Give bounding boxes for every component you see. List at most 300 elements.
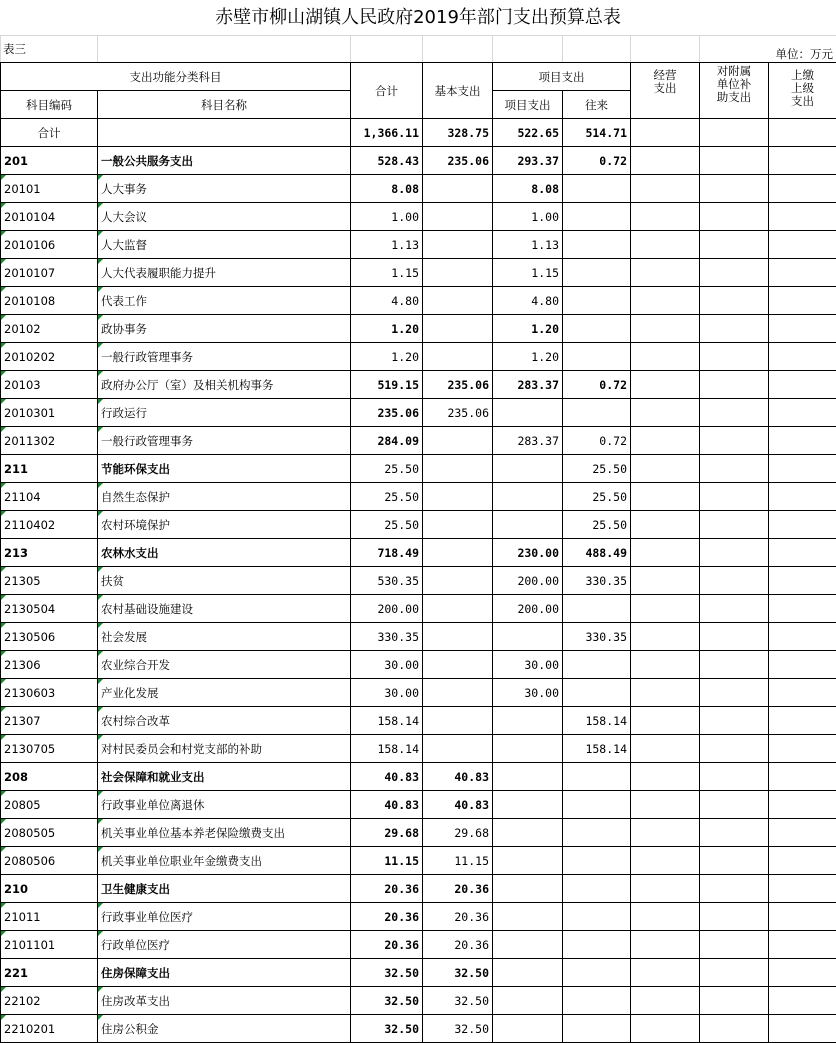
header-basic: 基本支出 [423,63,493,119]
cell-subsidy [700,371,769,399]
cell-subsidy [700,903,769,931]
table-row [1,259,836,287]
cell-business [631,735,700,763]
cell-project: 293.37 [493,147,563,175]
cell-business [631,231,700,259]
cell-subsidy [700,931,769,959]
cell-upper [769,343,836,371]
cell-name: 对村民委员会和村党支部的补助 [98,735,351,763]
cell-name: 农村综合改革 [98,707,351,735]
cell-code: 21305 [1,567,98,595]
cell-project: 200.00 [493,567,563,595]
cell-transfer [563,763,631,791]
cell-transfer [563,679,631,707]
cell-name: 人大事务 [98,175,351,203]
cell-upper [769,455,836,483]
cell-basic [423,511,493,539]
cell-name: 一般行政管理事务 [98,343,351,371]
cell-upper [769,651,836,679]
cell-upper [769,483,836,511]
header-upper: 上缴上级支出 [769,63,836,119]
cell-transfer [563,231,631,259]
cell-transfer: 330.35 [563,623,631,651]
cell-subsidy [700,399,769,427]
cell-upper [769,987,836,1015]
cell-name: 政府办公厅（室）及相关机构事务 [98,371,351,399]
cell-basic: 11.15 [423,847,493,875]
cell-business [631,371,700,399]
cell-basic [423,735,493,763]
cell-transfer [563,287,631,315]
cell-basic [423,427,493,455]
cell-total: 284.09 [351,427,423,455]
cell-upper [769,791,836,819]
table-row [1,455,836,483]
cell-name: 政协事务 [98,315,351,343]
table-row [1,483,836,511]
cell-project: 283.37 [493,427,563,455]
cell-transfer [563,315,631,343]
table-row [1,147,836,175]
cell-subsidy [700,539,769,567]
cell-subsidy [700,427,769,455]
cell-total: 158.14 [351,707,423,735]
cell-upper [769,203,836,231]
cell-total: 25.50 [351,511,423,539]
cell-project [493,931,563,959]
cell-project [493,791,563,819]
cell-name: 农村环境保护 [98,511,351,539]
cell-business [631,455,700,483]
cell-project: 230.00 [493,539,563,567]
cell-upper [769,511,836,539]
cell-code: 2010104 [1,203,98,231]
cell-basic [423,315,493,343]
cell-business [631,679,700,707]
table-row [1,791,836,819]
cell-transfer: 0.72 [563,371,631,399]
cell-upper [769,763,836,791]
cell-name: 机关事业单位职业年金缴费支出 [98,847,351,875]
cell-project [493,623,563,651]
cell-business [631,203,700,231]
cell-name: 扶贫 [98,567,351,595]
cell-subsidy [700,455,769,483]
cell-business [631,147,700,175]
cell-upper [769,427,836,455]
cell-name: 行政事业单位医疗 [98,903,351,931]
table-number: 表三 [1,36,98,63]
table-row [1,679,836,707]
cell-business [631,539,700,567]
cell-upper [769,847,836,875]
unit-label: 单位：万元 [700,36,836,63]
table-row [1,651,836,679]
cell-code: 2010108 [1,287,98,315]
cell-name: 机关事业单位基本养老保险缴费支出 [98,819,351,847]
cell-project: 200.00 [493,595,563,623]
cell-code: 20101 [1,175,98,203]
cell-subsidy [700,203,769,231]
cell-total: 32.50 [351,959,423,987]
cell-business [631,875,700,903]
cell-name: 一般公共服务支出 [98,147,351,175]
cell-basic [423,203,493,231]
cell-code: 2011302 [1,427,98,455]
cell-code: 201 [1,147,98,175]
cell-transfer [563,595,631,623]
cell-subsidy [700,175,769,203]
cell-business [631,343,700,371]
cell-code: 213 [1,539,98,567]
cell-transfer [563,903,631,931]
cell-total: 8.08 [351,175,423,203]
cell-total: 1.13 [351,231,423,259]
cell-basic: 32.50 [423,987,493,1015]
cell-transfer: 158.14 [563,707,631,735]
cell-project [493,399,563,427]
cell-name: 行政事业单位离退休 [98,791,351,819]
cell-transfer: 488.49 [563,539,631,567]
cell-business [631,595,700,623]
cell-project [493,455,563,483]
header-transfer: 往来 [563,91,631,119]
cell-business [631,483,700,511]
cell-subsidy [700,259,769,287]
cell-business [631,119,700,147]
cell-transfer: 514.71 [563,119,631,147]
cell-project [493,1015,563,1043]
cell-business [631,427,700,455]
cell-code: 20102 [1,315,98,343]
cell-basic [423,539,493,567]
table-row [1,623,836,651]
table-row [1,875,836,903]
cell-subsidy [700,511,769,539]
cell-subsidy [700,119,769,147]
cell-business [631,175,700,203]
cell-name: 农村基础设施建设 [98,595,351,623]
cell-name [98,119,351,147]
table-row [1,119,836,147]
cell-business [631,651,700,679]
cell-upper [769,231,836,259]
cell-subsidy [700,987,769,1015]
meta-row [1,36,836,63]
cell-project: 30.00 [493,651,563,679]
table-row [1,931,836,959]
cell-upper [769,819,836,847]
cell-business [631,847,700,875]
cell-business [631,399,700,427]
cell-transfer [563,343,631,371]
table-row [1,903,836,931]
cell-project [493,735,563,763]
cell-project: 8.08 [493,175,563,203]
cell-transfer [563,203,631,231]
cell-total: 11.15 [351,847,423,875]
cell-subsidy [700,707,769,735]
cell-upper [769,147,836,175]
cell-code: 21306 [1,651,98,679]
cell-code: 210 [1,875,98,903]
cell-code: 22102 [1,987,98,1015]
cell-name: 农业综合开发 [98,651,351,679]
header-code: 科目编码 [1,91,98,119]
cell-total: 4.80 [351,287,423,315]
cell-basic: 20.36 [423,903,493,931]
cell-basic [423,455,493,483]
cell-upper [769,679,836,707]
cell-code: 2010301 [1,399,98,427]
cell-transfer [563,987,631,1015]
cell-basic [423,707,493,735]
cell-business [631,259,700,287]
cell-transfer [563,399,631,427]
cell-transfer [563,819,631,847]
cell-transfer [563,875,631,903]
cell-upper [769,931,836,959]
cell-project [493,875,563,903]
cell-basic: 40.83 [423,791,493,819]
cell-name: 行政运行 [98,399,351,427]
cell-project: 1.00 [493,203,563,231]
cell-business [631,931,700,959]
cell-subsidy [700,483,769,511]
cell-basic [423,623,493,651]
cell-total: 40.83 [351,791,423,819]
cell-subsidy [700,651,769,679]
cell-basic: 20.36 [423,931,493,959]
cell-total: 25.50 [351,455,423,483]
table-row [1,511,836,539]
cell-subsidy [700,679,769,707]
cell-upper [769,567,836,595]
cell-project: 1.13 [493,231,563,259]
cell-code: 2130506 [1,623,98,651]
cell-code: 合计 [1,119,98,147]
cell-name: 社会发展 [98,623,351,651]
cell-business [631,819,700,847]
cell-total: 20.36 [351,903,423,931]
cell-name: 节能环保支出 [98,455,351,483]
cell-business [631,987,700,1015]
cell-transfer [563,259,631,287]
cell-total: 530.35 [351,567,423,595]
cell-subsidy [700,763,769,791]
cell-total: 235.06 [351,399,423,427]
header-row-1 [1,63,836,91]
cell-upper [769,1015,836,1043]
cell-transfer: 25.50 [563,483,631,511]
cell-total: 330.35 [351,623,423,651]
header-total: 合计 [351,63,423,119]
cell-total: 519.15 [351,371,423,399]
table-row [1,539,836,567]
cell-upper [769,539,836,567]
cell-basic: 20.36 [423,875,493,903]
cell-project [493,511,563,539]
table-row [1,203,836,231]
cell-upper [769,119,836,147]
cell-code: 20103 [1,371,98,399]
cell-business [631,707,700,735]
cell-basic: 29.68 [423,819,493,847]
cell-transfer [563,1015,631,1043]
cell-code: 2210201 [1,1015,98,1043]
cell-total: 718.49 [351,539,423,567]
cell-project [493,819,563,847]
cell-basic: 235.06 [423,147,493,175]
table-row [1,707,836,735]
cell-basic [423,595,493,623]
cell-name: 社会保障和就业支出 [98,763,351,791]
cell-project [493,959,563,987]
cell-basic: 32.50 [423,1015,493,1043]
table-row [1,399,836,427]
cell-basic [423,231,493,259]
table-row [1,231,836,259]
cell-total: 200.00 [351,595,423,623]
cell-business [631,511,700,539]
cell-basic [423,343,493,371]
cell-subsidy [700,147,769,175]
cell-transfer: 0.72 [563,147,631,175]
cell-total: 30.00 [351,651,423,679]
cell-total: 20.36 [351,931,423,959]
cell-upper [769,315,836,343]
table-row [1,959,836,987]
cell-subsidy [700,791,769,819]
header-business: 经营支出 [631,63,700,119]
cell-code: 21307 [1,707,98,735]
cell-total: 20.36 [351,875,423,903]
cell-code: 2130504 [1,595,98,623]
cell-basic [423,259,493,287]
cell-transfer [563,931,631,959]
cell-total: 25.50 [351,483,423,511]
cell-total: 29.68 [351,819,423,847]
cell-upper [769,175,836,203]
table-row [1,595,836,623]
cell-basic [423,679,493,707]
cell-business [631,763,700,791]
cell-code: 2010107 [1,259,98,287]
cell-upper [769,259,836,287]
cell-name: 住房改革支出 [98,987,351,1015]
cell-code: 2010202 [1,343,98,371]
cell-code: 2110402 [1,511,98,539]
cell-basic: 40.83 [423,763,493,791]
table-row [1,287,836,315]
cell-name: 卫生健康支出 [98,875,351,903]
cell-basic: 328.75 [423,119,493,147]
cell-subsidy [700,343,769,371]
cell-business [631,315,700,343]
cell-business [631,287,700,315]
cell-name: 人大代表履职能力提升 [98,259,351,287]
cell-subsidy [700,847,769,875]
cell-business [631,567,700,595]
cell-transfer [563,651,631,679]
cell-code: 2130705 [1,735,98,763]
cell-transfer: 330.35 [563,567,631,595]
cell-basic: 235.06 [423,399,493,427]
table-row [1,427,836,455]
cell-project: 4.80 [493,287,563,315]
cell-project [493,903,563,931]
cell-upper [769,371,836,399]
cell-business [631,1015,700,1043]
cell-total: 1,366.11 [351,119,423,147]
cell-subsidy [700,959,769,987]
cell-code: 2130603 [1,679,98,707]
cell-total: 1.20 [351,343,423,371]
cell-name: 住房公积金 [98,1015,351,1043]
cell-upper [769,875,836,903]
cell-total: 1.00 [351,203,423,231]
cell-project [493,707,563,735]
cell-project [493,847,563,875]
cell-name: 产业化发展 [98,679,351,707]
table-row [1,763,836,791]
table-row [1,567,836,595]
cell-upper [769,287,836,315]
header-subsidy: 对附属单位补助支出 [700,63,769,119]
cell-basic [423,175,493,203]
header-name: 科目名称 [98,91,351,119]
cell-project: 522.65 [493,119,563,147]
cell-subsidy [700,875,769,903]
header-project: 项目支出 [493,63,631,91]
cell-code: 211 [1,455,98,483]
cell-total: 528.43 [351,147,423,175]
cell-name: 一般行政管理事务 [98,427,351,455]
page-title: 赤壁市柳山湖镇人民政府2019年部门支出预算总表 [215,7,621,28]
cell-code: 21104 [1,483,98,511]
cell-total: 32.50 [351,1015,423,1043]
cell-subsidy [700,567,769,595]
cell-business [631,903,700,931]
cell-code: 21011 [1,903,98,931]
cell-code: 221 [1,959,98,987]
cell-subsidy [700,1015,769,1043]
cell-total: 30.00 [351,679,423,707]
cell-basic: 32.50 [423,959,493,987]
cell-upper [769,595,836,623]
cell-business [631,959,700,987]
table-row [1,343,836,371]
header-project-sub: 项目支出 [493,91,563,119]
header-category: 支出功能分类科目 [1,63,351,91]
table-row [1,315,836,343]
cell-transfer [563,175,631,203]
cell-basic [423,651,493,679]
cell-business [631,623,700,651]
cell-project [493,763,563,791]
cell-project [493,483,563,511]
budget-table [0,35,836,1043]
table-row [1,819,836,847]
cell-project: 1.15 [493,259,563,287]
cell-name: 人大监督 [98,231,351,259]
cell-total: 32.50 [351,987,423,1015]
cell-project: 1.20 [493,315,563,343]
cell-name: 行政单位医疗 [98,931,351,959]
cell-upper [769,399,836,427]
cell-name: 自然生态保护 [98,483,351,511]
cell-transfer: 25.50 [563,455,631,483]
